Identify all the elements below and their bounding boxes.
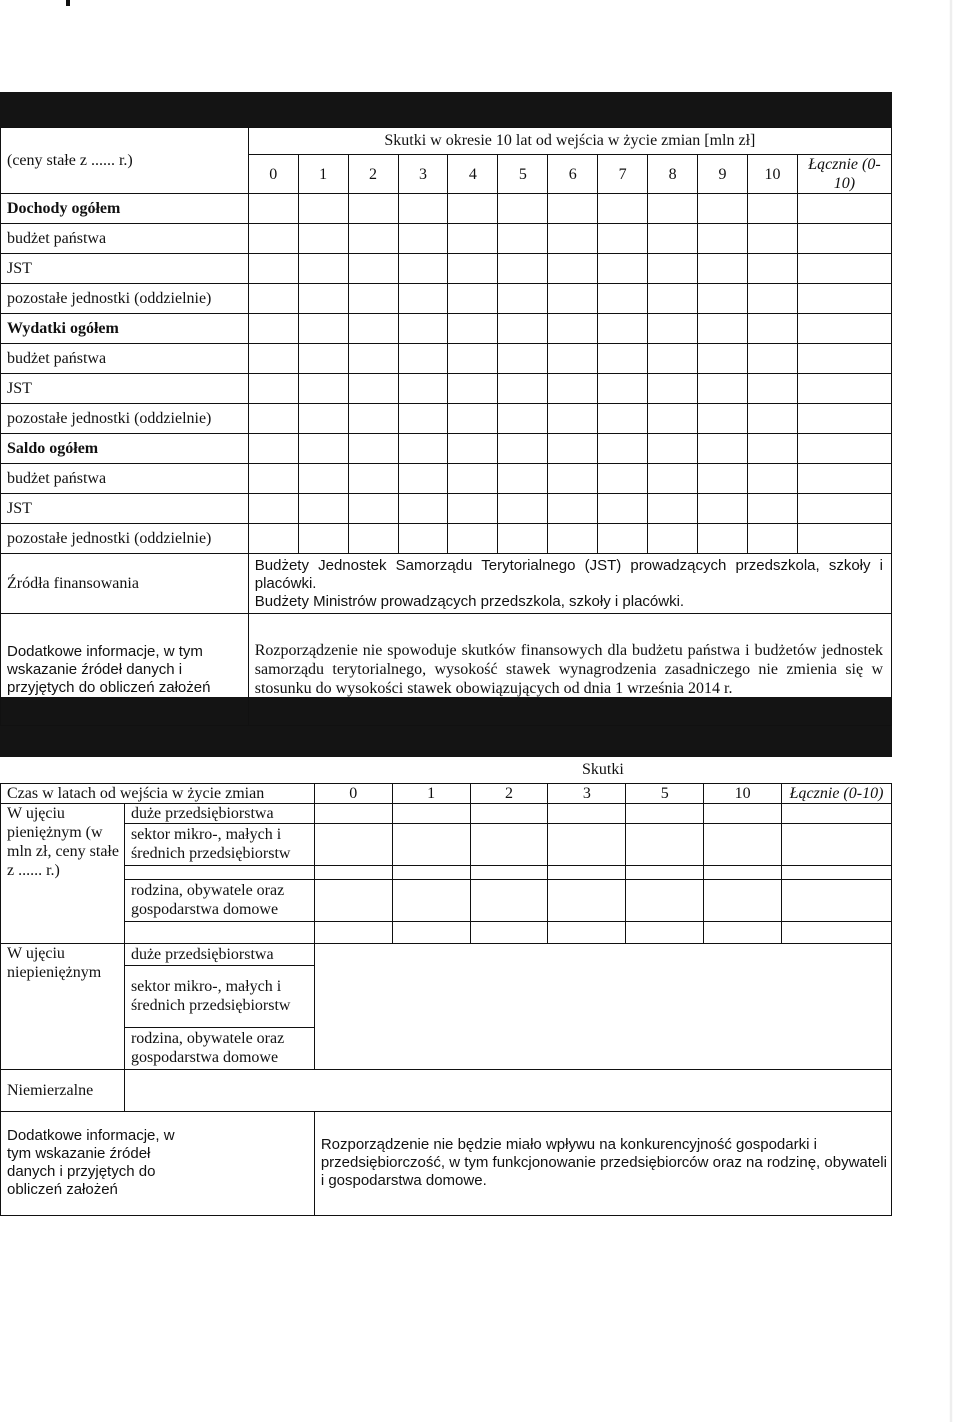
value-cell <box>348 314 398 344</box>
value-cell <box>348 524 398 554</box>
value-cell <box>548 314 598 344</box>
row-label: JST <box>1 494 249 524</box>
value-cell <box>248 254 298 284</box>
skutki-header: Skutki <box>582 761 624 779</box>
value-cell <box>448 224 498 254</box>
value-cell <box>348 344 398 374</box>
value-cell <box>398 524 448 554</box>
value-cell <box>548 434 598 464</box>
value-cell <box>648 524 698 554</box>
value-cell <box>248 284 298 314</box>
value-cell <box>548 194 598 224</box>
value-cell <box>648 314 698 344</box>
value-cell <box>398 464 448 494</box>
value-cell <box>448 464 498 494</box>
unmeasurable-label: Niemierzalne <box>1 1069 125 1111</box>
value-cell <box>797 314 891 344</box>
value-cell <box>797 344 891 374</box>
value-cell <box>498 524 548 554</box>
table-row <box>1 494 892 524</box>
value-cell <box>248 434 298 464</box>
value-cell <box>648 464 698 494</box>
value-cell <box>648 494 698 524</box>
price-note: (ceny stałe z ...... r.) <box>1 128 249 194</box>
value-cell <box>348 434 398 464</box>
sub-family-1: rodzina, obywatele oraz gospodarstwa domowe <box>124 879 314 921</box>
additional-info-text: Rozporządzenie nie spowoduje skutków finansowych dla budżetu państwa i budżetów jednostek samorządu terytorialnego, wysokość stawek wynagrodzenia zasadniczego nie zmienia się w stosunku do wysokości stawek obowiązujących od dnia 1 września 2014 r. <box>248 614 891 726</box>
value-cell <box>598 284 648 314</box>
value-cell <box>797 194 891 224</box>
total-header: Łącznie (0-10) <box>782 783 892 803</box>
year-header-10: 10 <box>704 783 782 803</box>
total-header: Łącznie (0-10) <box>797 155 891 194</box>
value-cell <box>797 374 891 404</box>
table-row <box>1 254 892 284</box>
table-row <box>1 524 892 554</box>
value-cell <box>548 254 598 284</box>
value-cell <box>398 494 448 524</box>
row-label: pozostałe jednostki (oddzielnie) <box>1 524 249 554</box>
value-cell <box>498 344 548 374</box>
value-cell <box>698 344 748 374</box>
year-header-2: 2 <box>348 155 398 194</box>
value-cell <box>298 224 348 254</box>
value-cell <box>348 284 398 314</box>
value-cell <box>248 464 298 494</box>
sources-text-2: Budżety Ministrów prowadzących przedszkola, szkoły i placówki. <box>254 592 685 610</box>
value-cell <box>747 374 797 404</box>
value-cell <box>298 524 348 554</box>
value-cell <box>598 404 648 434</box>
year-header-0: 0 <box>248 155 298 194</box>
value-cell <box>598 524 648 554</box>
row-label: Wydatki ogółem <box>1 314 249 344</box>
value-cell <box>548 404 598 434</box>
value-cell <box>797 434 891 464</box>
value-cell <box>598 224 648 254</box>
year-header-1: 1 <box>392 783 470 803</box>
value-cell <box>448 404 498 434</box>
value-cell <box>747 224 797 254</box>
value-cell <box>248 494 298 524</box>
value-cell <box>498 404 548 434</box>
value-cell <box>548 374 598 404</box>
value-cell <box>698 224 748 254</box>
value-cell <box>797 254 891 284</box>
value-cell <box>448 494 498 524</box>
value-cell <box>747 404 797 434</box>
year-header-2: 2 <box>470 783 548 803</box>
year-header-9: 9 <box>698 155 748 194</box>
table-row <box>1 464 892 494</box>
value-cell <box>298 344 348 374</box>
value-cell <box>797 224 891 254</box>
value-cell <box>398 194 448 224</box>
value-cell <box>448 254 498 284</box>
value-cell <box>498 224 548 254</box>
additional-info-label: Dodatkowe informacje, w tym wskazanie źródeł danych i przyjętych do obliczeń założeń <box>1 614 249 726</box>
year-header-1: 1 <box>298 155 348 194</box>
row-label: pozostałe jednostki (oddzielnie) <box>1 284 249 314</box>
value-cell <box>698 374 748 404</box>
value-cell <box>448 344 498 374</box>
value-cell <box>348 254 398 284</box>
value-cell <box>248 314 298 344</box>
value-cell <box>498 194 548 224</box>
sub-large-2: duże przedsiębiorstwa <box>124 943 314 965</box>
table-row <box>1 314 892 344</box>
section-header-band-1 <box>0 92 892 127</box>
row-label: budżet państwa <box>1 344 249 374</box>
value-cell <box>548 524 598 554</box>
additional-info-text-2: Rozporządzenie nie będzie miało wpływu na konkurencyjność gospodarki i przedsiębiorczość, w tym funkcjonowanie przedsiębiorców oraz na rodzinę, obywateli i gospodarstwa domowe. <box>314 1111 891 1215</box>
financial-effects-table <box>0 127 892 726</box>
value-cell <box>598 464 648 494</box>
value-cell <box>747 284 797 314</box>
value-cell <box>498 314 548 344</box>
value-cell <box>548 344 598 374</box>
value-cell <box>348 404 398 434</box>
value-cell <box>348 494 398 524</box>
value-cell <box>797 284 891 314</box>
value-cell <box>548 224 598 254</box>
value-cell <box>698 284 748 314</box>
year-header-3: 3 <box>548 783 626 803</box>
sub-sme-1: sektor mikro-, małych i średnich przedsiębiorstw <box>124 823 314 865</box>
sources-cell <box>248 554 891 614</box>
value-cell <box>298 254 348 284</box>
value-cell <box>498 434 548 464</box>
value-cell <box>698 404 748 434</box>
value-cell <box>698 434 748 464</box>
value-cell <box>598 344 648 374</box>
value-cell <box>648 434 698 464</box>
value-cell <box>298 284 348 314</box>
value-cell <box>797 404 891 434</box>
value-cell <box>248 374 298 404</box>
table-row <box>1 224 892 254</box>
value-cell <box>448 314 498 344</box>
value-cell <box>598 314 648 344</box>
value-cell <box>448 194 498 224</box>
table-row <box>1 434 892 464</box>
value-cell <box>248 524 298 554</box>
value-cell <box>747 434 797 464</box>
table-row <box>1 404 892 434</box>
value-cell <box>598 374 648 404</box>
year-header-8: 8 <box>648 155 698 194</box>
value-cell <box>398 374 448 404</box>
year-header-6: 6 <box>548 155 598 194</box>
value-cell <box>298 494 348 524</box>
row-label: JST <box>1 254 249 284</box>
value-cell <box>398 434 448 464</box>
value-cell <box>348 224 398 254</box>
value-cell <box>747 464 797 494</box>
scan-mark <box>66 0 70 6</box>
nonmonetary-label: W ujęciu niepieniężnym <box>1 943 125 1069</box>
value-cell <box>548 494 598 524</box>
value-cell <box>698 494 748 524</box>
year-header-5: 5 <box>626 783 704 803</box>
value-cell <box>747 194 797 224</box>
table-row <box>1 194 892 224</box>
row-label: pozostałe jednostki (oddzielnie) <box>1 404 249 434</box>
sub-large-1: duże przedsiębiorstwa <box>124 803 314 823</box>
value-cell <box>698 194 748 224</box>
table-row <box>1 344 892 374</box>
value-cell <box>398 344 448 374</box>
row-label: Dochody ogółem <box>1 194 249 224</box>
table-row <box>1 284 892 314</box>
value-cell <box>747 254 797 284</box>
value-cell <box>348 194 398 224</box>
scan-edge <box>942 0 960 1422</box>
year-header-4: 4 <box>448 155 498 194</box>
year-header-7: 7 <box>598 155 648 194</box>
value-cell <box>448 374 498 404</box>
value-cell <box>248 224 298 254</box>
value-cell <box>648 404 698 434</box>
value-cell <box>398 284 448 314</box>
value-cell <box>548 464 598 494</box>
value-cell <box>348 464 398 494</box>
value-cell <box>747 524 797 554</box>
sub-sme-2: sektor mikro-, małych i średnich przedsiębiorstw <box>124 965 314 1027</box>
year-header-3: 3 <box>398 155 448 194</box>
row-label: budżet państwa <box>1 464 249 494</box>
value-cell <box>448 284 498 314</box>
year-header-0: 0 <box>314 783 392 803</box>
non-financial-effects-table <box>0 757 892 1216</box>
value-cell <box>797 494 891 524</box>
value-cell <box>248 404 298 434</box>
value-cell <box>498 374 548 404</box>
sources-label: Źródła finansowania <box>1 554 249 614</box>
value-cell <box>298 434 348 464</box>
value-cell <box>498 284 548 314</box>
value-cell <box>498 254 548 284</box>
value-cell <box>598 254 648 284</box>
value-cell <box>797 524 891 554</box>
value-cell <box>398 254 448 284</box>
table-row <box>1 374 892 404</box>
year-header-5: 5 <box>498 155 548 194</box>
value-cell <box>298 404 348 434</box>
row-label: budżet państwa <box>1 224 249 254</box>
value-cell <box>448 434 498 464</box>
value-cell <box>598 494 648 524</box>
value-cell <box>747 344 797 374</box>
value-cell <box>298 314 348 344</box>
value-cell <box>248 194 298 224</box>
sources-text-1: Budżety Jednostek Samorządu Terytorialnego (JST) prowadzących przedszkola, szkoły i placówki. <box>254 556 883 592</box>
value-cell <box>698 464 748 494</box>
value-cell <box>298 194 348 224</box>
value-cell <box>248 344 298 374</box>
value-cell <box>348 374 398 404</box>
value-cell <box>698 254 748 284</box>
value-cell <box>648 254 698 284</box>
value-cell <box>648 344 698 374</box>
value-cell <box>648 374 698 404</box>
row-label: JST <box>1 374 249 404</box>
value-cell <box>448 524 498 554</box>
value-cell <box>648 224 698 254</box>
value-cell <box>648 284 698 314</box>
sub-family-2: rodzina, obywatele oraz gospodarstwa domowe <box>124 1027 314 1069</box>
value-cell <box>298 464 348 494</box>
value-cell <box>598 194 648 224</box>
value-cell <box>298 374 348 404</box>
value-cell <box>398 314 448 344</box>
value-cell <box>797 464 891 494</box>
value-cell <box>398 404 448 434</box>
year-header-10: 10 <box>747 155 797 194</box>
value-cell <box>747 314 797 344</box>
value-cell <box>498 464 548 494</box>
row-label: Saldo ogółem <box>1 434 249 464</box>
value-cell <box>498 494 548 524</box>
value-cell <box>648 194 698 224</box>
value-cell <box>698 524 748 554</box>
monetary-label: W ujęciu pieniężnym (w mln zł, ceny stałe z ...... r.) <box>1 803 125 943</box>
value-cell <box>548 284 598 314</box>
value-cell <box>398 224 448 254</box>
time-label: Czas w latach od wejścia w życie zmian <box>1 783 315 803</box>
effects-header: Skutki w okresie 10 lat od wejścia w życie zmian [mln zł] <box>248 128 891 155</box>
value-cell <box>698 314 748 344</box>
additional-info-label-2: Dodatkowe informacje, w tym wskazanie źródeł danych i przyjętych do obliczeń założeń <box>1 1111 315 1215</box>
value-cell <box>598 434 648 464</box>
value-cell <box>747 494 797 524</box>
